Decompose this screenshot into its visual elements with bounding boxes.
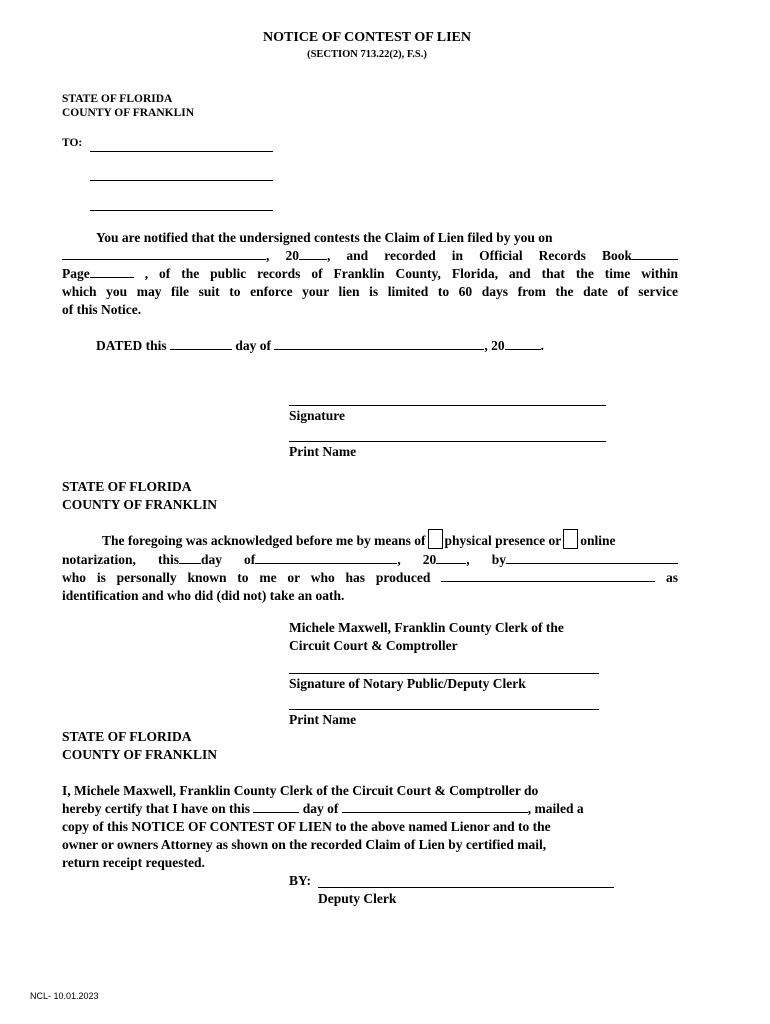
id-produced-blank[interactable] (441, 580, 655, 582)
claim-date-blank[interactable] (62, 258, 266, 260)
to-address-line-2[interactable] (90, 180, 273, 181)
venue2-state: STATE OF FLORIDA (62, 479, 192, 494)
claim-year-blank[interactable] (299, 258, 327, 260)
dated-year-blank[interactable] (505, 348, 541, 350)
certify-line-4: owner or owners Attorney as shown on the recorded Claim of Lien by certified mail, (62, 837, 547, 852)
certify-line-2: hereby certify that I have on this day of , mailed a (62, 801, 584, 816)
dated-month-blank[interactable] (274, 348, 484, 350)
venue3-county: COUNTY OF FRANKLIN (62, 747, 217, 762)
physical-presence-checkbox[interactable] (428, 529, 443, 549)
to-address-line-3[interactable] (90, 210, 273, 211)
venue-state: STATE OF FLORIDA (62, 93, 173, 105)
notary-print-name-label: Print Name (289, 712, 357, 727)
by-label: BY: (289, 873, 312, 888)
to-label: TO: (62, 137, 83, 149)
clerk-line-2: Circuit Court & Comptroller (289, 638, 458, 653)
certify-line-1: I, Michele Maxwell, Franklin County Clerk of the Circuit Court & Comptroller do (62, 783, 539, 798)
notary-signature-label: Signature of Notary Public/Deputy Clerk (289, 676, 526, 691)
deputy-signature-line[interactable] (318, 887, 614, 888)
print-name-label: Print Name (289, 444, 357, 459)
ack-line-1: The foregoing was acknowledged before me by means of physical presence or online (102, 529, 616, 549)
ack-line-3: who is personally known to me or who has produced as (62, 570, 678, 585)
notary-signature-line[interactable] (289, 673, 599, 674)
ack-month-blank[interactable] (255, 562, 397, 564)
clerk-line-1: Michele Maxwell, Franklin County Clerk of the (289, 620, 564, 635)
certify-day-blank[interactable] (253, 811, 299, 813)
certify-line-5: return receipt requested. (62, 855, 205, 870)
notice-line-2: , 20 , and recorded in Official Records Book (62, 248, 678, 264)
signature-label: Signature (289, 408, 346, 423)
venue-county: COUNTY OF FRANKLIN (62, 107, 195, 119)
notice-line-4: which you may file suit to enforce your lien is limited to 60 days from the date of service (62, 284, 678, 299)
deputy-clerk-label: Deputy Clerk (318, 891, 397, 906)
ack-line-4: identification and who did (did not) take an oath. (62, 588, 345, 603)
to-address-line-1[interactable] (90, 151, 273, 152)
ack-line-2: notarization, this day of , 20 , by (62, 552, 678, 568)
dated-day-blank[interactable] (170, 348, 232, 350)
ack-by-blank[interactable] (506, 562, 678, 564)
notice-line-5: of this Notice. (62, 302, 142, 317)
venue2-county: COUNTY OF FRANKLIN (62, 497, 217, 512)
online-checkbox[interactable] (563, 529, 578, 549)
notary-print-name-line[interactable] (289, 709, 599, 710)
notice-line-3: Page , of the public records of Franklin County, Florida, and that the time within (62, 266, 678, 281)
venue3-state: STATE OF FLORIDA (62, 729, 192, 744)
ack-year-blank[interactable] (436, 562, 466, 564)
form-code: NCL- 10.01.2023 (30, 991, 99, 1001)
ack-day-blank[interactable] (179, 562, 201, 564)
page-blank[interactable] (90, 276, 134, 278)
dated-line: DATED this day of , 20 . (96, 338, 545, 353)
records-book-blank[interactable] (632, 258, 678, 260)
certify-month-blank[interactable] (342, 811, 528, 813)
notice-line-1: You are notified that the undersigned contests the Claim of Lien filed by you on (96, 230, 553, 245)
document-title: NOTICE OF CONTEST OF LIEN (263, 30, 471, 45)
document-subtitle: (SECTION 713.22(2), F.S.) (307, 49, 427, 60)
certify-line-3: copy of this NOTICE OF CONTEST OF LIEN to the above named Lienor and to the (62, 819, 551, 834)
print-name-line[interactable] (289, 441, 606, 442)
signature-line[interactable] (289, 405, 606, 406)
